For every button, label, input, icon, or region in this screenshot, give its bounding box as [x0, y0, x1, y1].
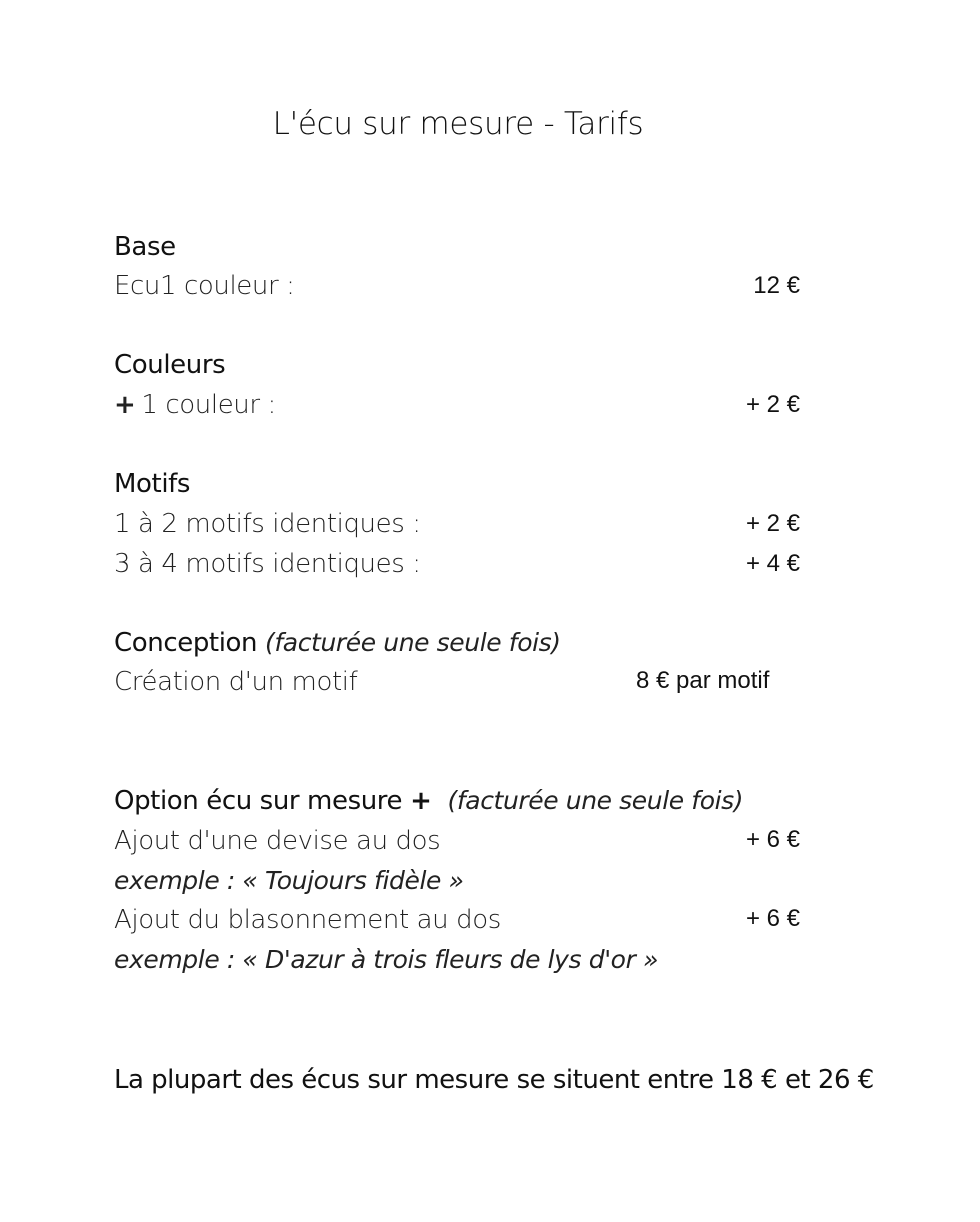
option-note: (facturée une seule fois) [447, 786, 744, 815]
couleurs-item-price: + 2 € [745, 391, 800, 418]
option-item-price: + 6 € [745, 826, 800, 853]
section-heading-motifs: Motifs [114, 469, 191, 499]
conception-heading-label: Conception [114, 628, 258, 658]
section-heading-couleurs: Couleurs [114, 350, 226, 380]
option-item-example: exemple : « D'azur à trois fleurs de lys d'or » [114, 945, 659, 974]
section-heading-option [114, 784, 743, 818]
motifs-item-label: 3 à 4 motifs identiques : [114, 549, 421, 579]
price-range-summary: La plupart des écus sur mesure se situent entre 18 € et 26 € [114, 1065, 874, 1095]
conception-item-price: 8 € par motif [636, 667, 770, 694]
conception-item-label: Création d'un motif [114, 667, 358, 697]
couleurs-item-label: 1 couleur : [141, 390, 276, 420]
base-item-price: 12 € [753, 272, 800, 299]
motifs-item-price: + 2 € [745, 510, 800, 537]
motifs-item-price: + 4 € [745, 550, 800, 577]
option-item-label: Ajout d'une devise au dos [114, 826, 441, 856]
conception-note: (facturée une seule fois) [265, 628, 561, 657]
plus-sign: + [114, 390, 136, 420]
couleurs-item [114, 388, 276, 422]
plus-sign: + [410, 786, 432, 816]
motifs-item-label: 1 à 2 motifs identiques : [114, 509, 421, 539]
base-item-label: Ecu1 couleur : [114, 271, 295, 301]
section-heading-conception [114, 626, 561, 660]
section-heading-base: Base [114, 232, 176, 262]
page-title: L'écu sur mesure - Tarifs [272, 106, 644, 142]
option-item-label: Ajout du blasonnement au dos [114, 905, 501, 935]
option-heading-label: Option écu sur mesure [114, 786, 403, 816]
option-item-example: exemple : « Toujours fidèle » [114, 866, 464, 895]
option-item-price: + 6 € [745, 905, 800, 932]
